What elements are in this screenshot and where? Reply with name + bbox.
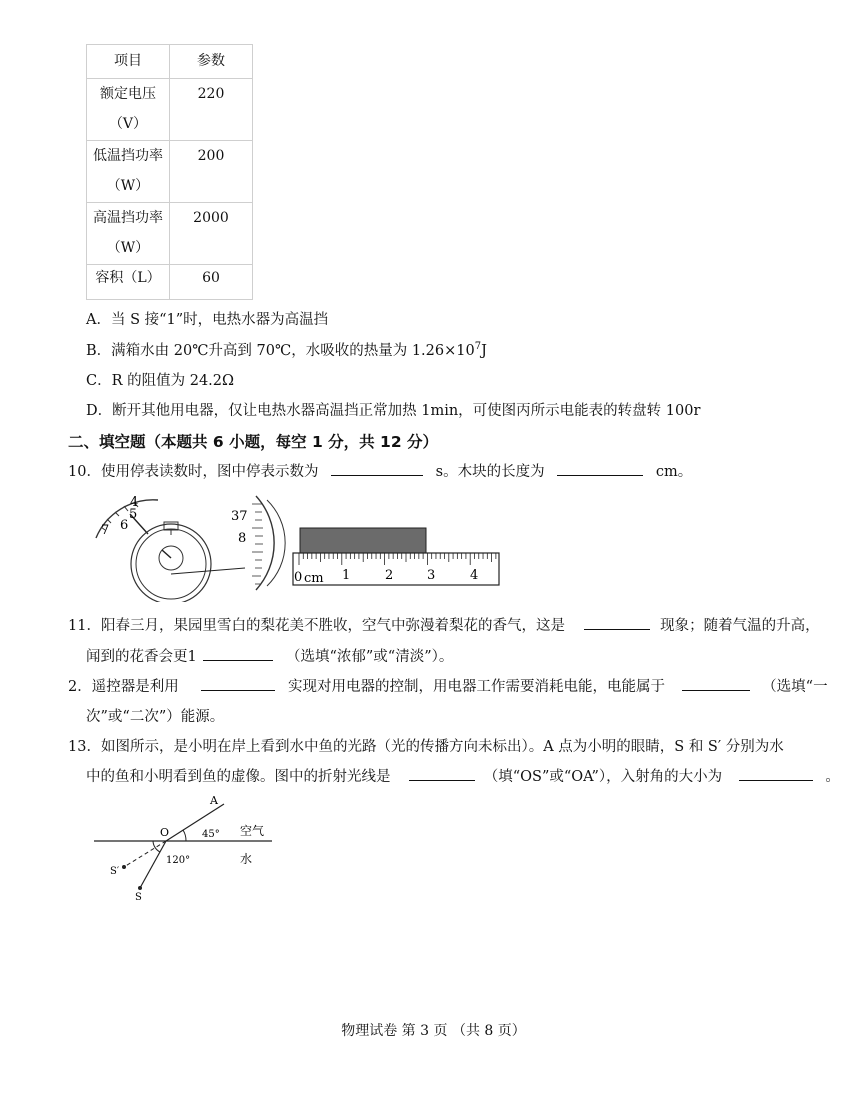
option-a: A．当 S 接“1”时，电热水器为高温挡 xyxy=(86,312,329,328)
label-air: 空气 xyxy=(240,824,265,838)
point-Sprime xyxy=(122,865,126,869)
question-10: 10．使用停表读数时，图中停表示数为 s。木块的长度为 cm。 xyxy=(68,460,692,481)
table-cell-value: 60 xyxy=(170,265,253,300)
table-cell-item: 低温挡功率 （W） xyxy=(87,141,170,203)
answer-blank-10a[interactable] xyxy=(331,461,423,476)
stopwatch-body xyxy=(131,524,211,602)
question-13: 13．如图所示，是小明在岸上看到水中鱼的光路（光的传播方向未标出）。A 点为小明的眼睛，S 和 S′ 分别为水 xyxy=(68,739,784,755)
ruler-unit: cm xyxy=(304,571,324,586)
answer-blank-13b[interactable] xyxy=(739,766,813,781)
label-A: A xyxy=(210,794,218,807)
page-footer: 物理试卷 第 3 页 （共 8 页） xyxy=(341,1023,526,1039)
table-row xyxy=(87,141,253,203)
second-pointer xyxy=(171,568,245,574)
parameter-table xyxy=(86,44,253,300)
table-cell-value: 220 xyxy=(170,79,253,141)
answer-blank-12b[interactable] xyxy=(682,676,750,691)
answer-blank-10b[interactable] xyxy=(557,461,643,476)
table-cell-item: 高温挡功率 （W） xyxy=(87,203,170,265)
answer-blank-12a[interactable] xyxy=(201,676,275,691)
question-12: 2．遥控器是利用 实现对用电器的控制，用电器工作需要消耗电能，电能属于 （选填“一 xyxy=(68,675,828,696)
scale-label-8: 8 xyxy=(238,531,247,546)
table-cell-item: 额定电压 （V） xyxy=(87,79,170,141)
ruler-label-2: 2 xyxy=(385,568,394,583)
wooden-block xyxy=(300,528,426,553)
section-title: 二、填空题（本题共 6 小题，每空 1 分，共 12 分） xyxy=(68,433,439,451)
table-row xyxy=(87,79,253,141)
table-cell-value: 200 xyxy=(170,141,253,203)
label-Sprime: S′ xyxy=(110,866,120,877)
dial-label-7: 7 xyxy=(101,523,110,538)
table-row xyxy=(87,203,253,265)
option-b: B．满箱水由 20℃升高到 70℃，水吸收的热量为 $1.26\times 10^7J$ xyxy=(86,341,487,359)
question-13-line2: 中的鱼和小明看到鱼的虚像。图中的折射光线是 （填“OS”或“OA”），入射角的大小为 。 xyxy=(86,765,840,786)
answer-blank-11a[interactable] xyxy=(584,615,650,630)
ruler xyxy=(293,553,499,585)
label-S: S xyxy=(135,892,142,903)
angle-45-arc xyxy=(183,830,186,841)
label-45: 45° xyxy=(202,829,220,840)
table-header-item: 项目 xyxy=(87,45,170,79)
question-11-line2: 闻到的花香会更1 （选填“浓郁”或“清淡”）。 xyxy=(86,645,453,666)
question-12-line2: 次”或“二次”）能源。 xyxy=(86,709,225,725)
point-S xyxy=(138,886,142,890)
extension-line xyxy=(124,841,166,867)
stopwatch-ruler-figure xyxy=(90,490,510,602)
label-O: O xyxy=(160,826,170,839)
table-row xyxy=(87,265,253,300)
table-cell-item: 容积（L） xyxy=(87,265,170,300)
refraction-figure xyxy=(90,790,280,905)
ruler-label-0: 0 xyxy=(294,570,303,585)
answer-blank-11b[interactable] xyxy=(203,646,273,661)
ruler-label-4: 4 xyxy=(470,568,479,583)
ray-OS xyxy=(140,841,166,888)
table-header-row xyxy=(87,45,253,79)
table-header-value: 参数 xyxy=(170,45,253,79)
ruler-label-3: 3 xyxy=(427,568,436,583)
scale-label-37: 37 xyxy=(231,509,248,524)
label-120: 120° xyxy=(166,855,191,866)
label-water: 水 xyxy=(240,852,253,866)
answer-blank-13a[interactable] xyxy=(409,766,475,781)
dial-label-5: 5 xyxy=(129,507,138,522)
option-c: C．R 的阻值为 24.2Ω xyxy=(86,373,235,389)
table-cell-value: 2000 xyxy=(170,203,253,265)
question-11: 11．阳春三月，果园里雪白的梨花美不胜收，空气中弥漫着梨花的香气，这是 现象；随着气温的升高， xyxy=(68,614,820,635)
dial-label-4: 4 xyxy=(130,495,139,510)
dial-label-6: 6 xyxy=(120,518,129,533)
option-d: D．断开其他用电器，仅让电热水器高温挡正常加热 1min，可使图丙所示电能表的转盘转 100r xyxy=(86,403,701,419)
ruler-label-1: 1 xyxy=(342,568,351,583)
